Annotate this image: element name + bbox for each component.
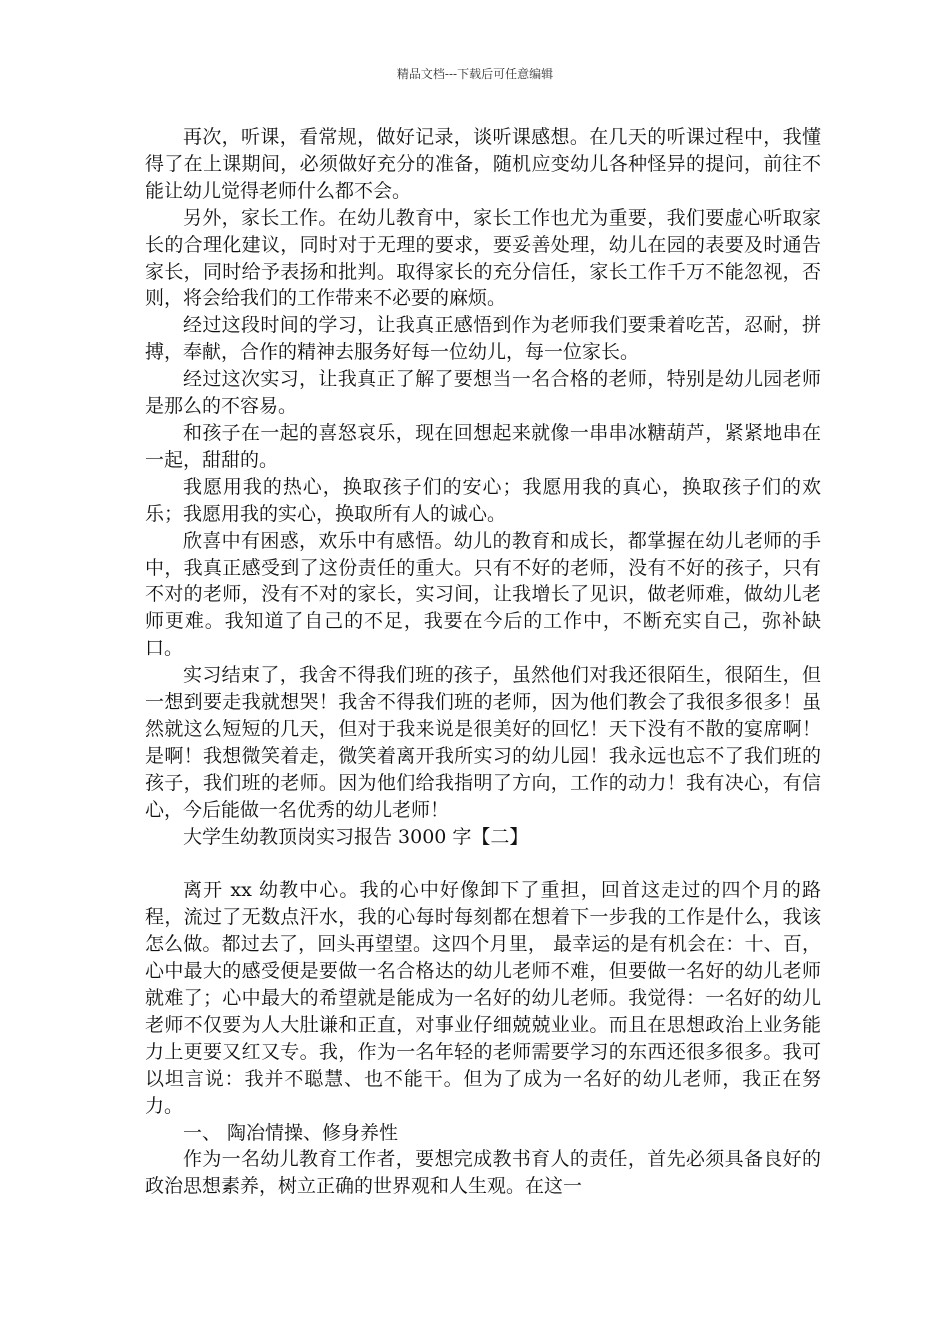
paragraph: 和孩子在一起的喜怒哀乐，现在回想起来就像一串串冰糖葫芦，紧紧地串在一起，甜甜的。	[145, 421, 821, 471]
paragraph: 我愿用我的热心，换取孩子们的安心；我愿用我的真心，换取孩子们的欢乐；我愿用我的实心，换取所有人的诚心。	[145, 475, 821, 525]
paragraph: 离开 xx 幼教中心。我的心中好像卸下了重担，回首这走过的四个月的路程，流过了无数点汗水，我的心每时每刻都在想着下一步我的工作是什么，我该怎么做。都过去了，回头再望望。这四个月里， 最幸运的是有机会在：十、百，心中最大的感受便是要做一名合格达的幼儿老师不难，但要做一名好的幼儿老师就难了；心中最大的希望就是能成为一名好的幼儿老师。我觉得：一名好的幼儿老师不仅要为人大肚谦和正直，对事业仔细兢兢业业。而且在思想政治上业务能力上更要又红又专。我，作为一名年轻的老师需要学习的东西还很多很多。我可以坦言说：我并不聪慧、也不能干。但为了成为一名好的幼儿老师，我正在努力。	[145, 879, 821, 1117]
blank-line	[145, 850, 821, 877]
paragraph: 欣喜中有困惑，欢乐中有感悟。幼儿的教育和成长，都掌握在幼儿老师的手中，我真正感受到了这份责任的重大。只有不好的老师，没有不好的孩子，只有不对的老师，没有不对的家长，实习间，让我增长了见识，做老师难，做幼儿老师更难。我知道了自己的不足，我要在今后的工作中，不断充实自己，弥补缺口。	[145, 529, 821, 660]
section-title: 大学生幼教顶岗实习报告 3000 字【二】	[183, 825, 529, 848]
paragraph: 另外，家长工作。在幼儿教育中，家长工作也尤为重要，我们要虚心听取家长的合理化建议，同时对于无理的要求，要妥善处理，幼儿在园的表要及时通告家长，同时给予表扬和批判。取得家长的充分信任，家长工作千万不能忽视，否则，将会给我们的工作带来不必要的麻烦。	[145, 206, 821, 310]
paragraph: 实习结束了，我舍不得我们班的孩子，虽然他们对我还很陌生，很陌生，但一想到要走我就想哭！我舍不得我们班的老师，因为他们教会了我很多很多！虽然就这么短短的几天，但对于我来说是很美好的回忆！天下没有不散的宴席啊！是啊！我想微笑着走，微笑着离开我所实习的幼儿园！我永远也忘不了我们班的孩子，我们班的老师。因为他们给我指明了方向，工作的动力！我有决心，有信心，今后能做一名优秀的幼儿老师！	[145, 664, 821, 821]
paragraph: 作为一名幼儿教育工作者，要想完成教书育人的责任，首先必须具备良好的政治思想素养，树立正确的世界观和人生观。在这一	[145, 1148, 821, 1198]
paragraph: 经过这次实习，让我真正了解了要想当一名合格的老师，特别是幼儿园老师是那么的不容易。	[145, 368, 821, 418]
page-header: 精品文档---下载后可任意编辑	[396, 67, 554, 81]
subheading: 一、 陶冶情操、修身养性	[183, 1121, 399, 1144]
document-body	[145, 124, 821, 1200]
paragraph: 经过这段时间的学习，让我真正感悟到作为老师我们要秉着吃苦，忍耐，拼搏，奉献，合作的精神去服务好每一位幼儿，每一位家长。	[145, 314, 821, 364]
paragraph: 再次，听课，看常规，做好记录，谈听课感想。在几天的听课过程中，我懂得了在上课期间，必须做好充分的准备，随机应变幼儿各种怪异的提问，前往不能让幼儿觉得老师什么都不会。	[145, 126, 821, 202]
